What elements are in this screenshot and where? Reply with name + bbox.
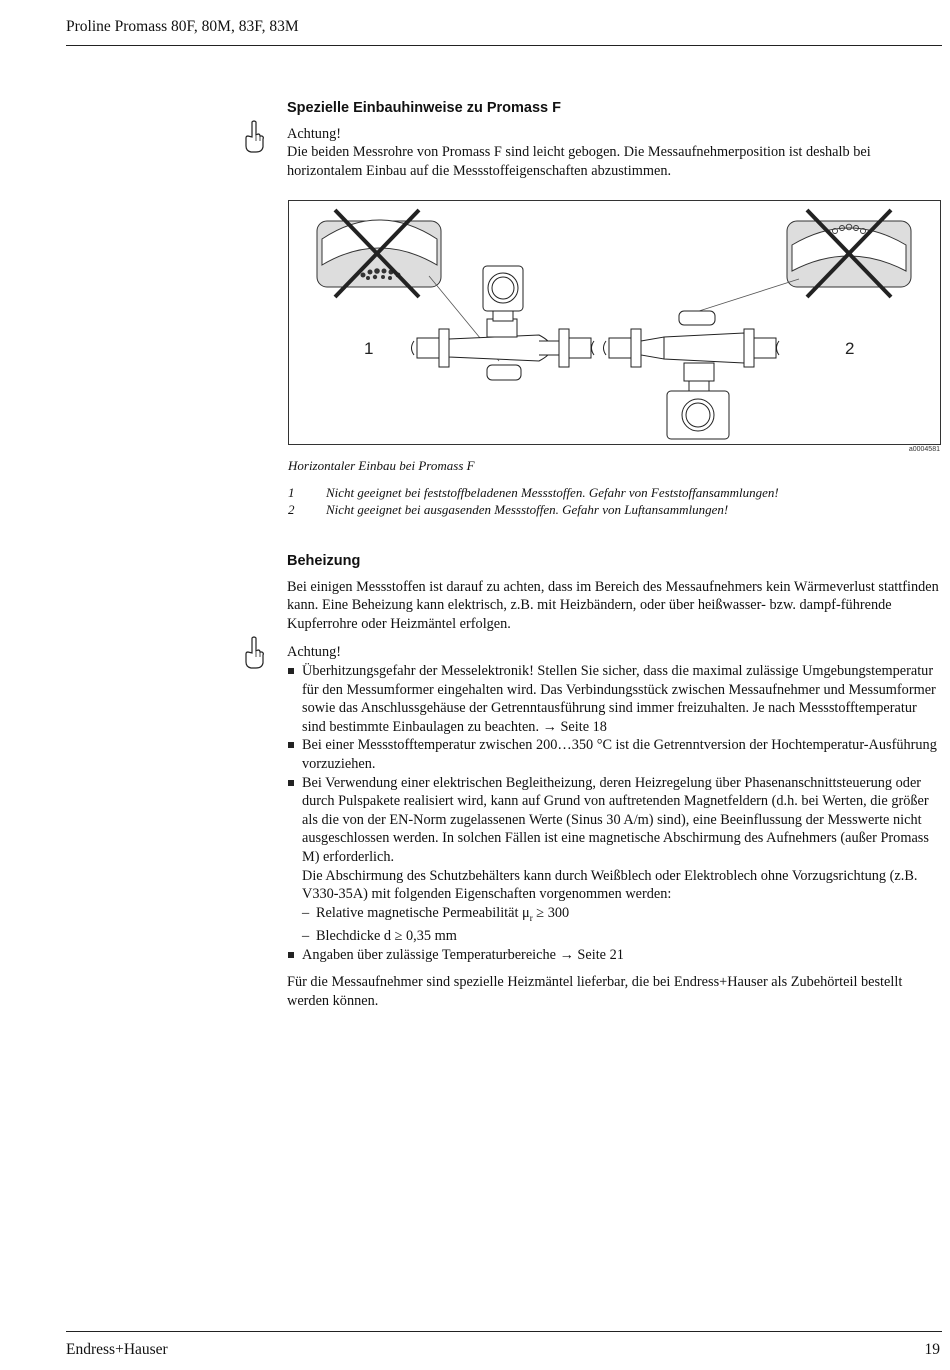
caution-text: Die beiden Messrohre von Promass F sind leicht gebogen. Die Messaufnehmerposition ist deshalb bei horizontalem Einbau auf die Messstoffeigenschaften abzustimmen. bbox=[287, 144, 871, 179]
list-item bbox=[287, 662, 939, 736]
permeability-text: Relative magnetische Permeabilität μ bbox=[316, 904, 530, 921]
legend-number: 2 bbox=[288, 502, 295, 517]
footer-brand: Endress+Hauser bbox=[66, 1341, 168, 1358]
section-heading: Beheizung bbox=[287, 553, 361, 569]
list-item bbox=[287, 774, 939, 946]
legend-text: Nicht geeignet bei ausgasenden Messstoffen. Gefahr von Luftansammlungen! bbox=[326, 502, 729, 517]
shielding-text: Die Abschirmung des Schutzbehälters kann durch Weißblech oder Elektroblech ohne Vorzugsrichtung (z.B. V330-35A) mit folgenden Eigenschaften vorgenommen werden: bbox=[302, 867, 918, 903]
header-title: Proline Promass 80F, 80M, 83F, 83M bbox=[66, 18, 299, 35]
figure-caption: Horizontaler Einbau bei Promass F bbox=[288, 458, 475, 473]
page-number: 19 bbox=[924, 1341, 940, 1358]
page-reference: → Seite 21 bbox=[559, 946, 624, 963]
list-item bbox=[287, 946, 939, 965]
list-item-text: Bei Verwendung einer elektrischen Begleitheizung, deren Heizregelung über Phasenanschnittsteuerung oder durch Pulspakete realisiert wird, kann auf Grund von auftretenden Magnetfeldern (d.h. bei Werten, die größer als die von der EN-Norm zugelassenen Werte (Sinus 30 A/m) sind), eine Beeinflussung der Messwerte nicht ausgeschlossen werden. In solchen Fällen ist eine magnetische Abschirmung des Aufnehmers (außer Promass M) erforderlich. bbox=[302, 774, 929, 865]
installation-figure bbox=[288, 200, 941, 445]
footer-rule bbox=[66, 1331, 942, 1332]
thickness-text: Blechdicke d ≥ 0,35 mm bbox=[316, 928, 457, 945]
figure-label-1: 1 bbox=[364, 339, 374, 358]
shielding-properties bbox=[302, 904, 939, 946]
meter-right bbox=[604, 311, 780, 439]
permeability-subscript: r bbox=[529, 912, 533, 923]
caution-label: Achtung! bbox=[287, 644, 341, 661]
list-item-text: Bei einer Messstofftemperatur zwischen 200…350 °C ist die Getrenntversion der Hochtemperatur-Ausführung vorzuziehen. bbox=[302, 737, 937, 772]
heating-outro: Für die Messaufnehmer sind spezielle Heizmäntel lieferbar, die bei Endress+Hauser als Zubehörteil bestellt werden können. bbox=[287, 974, 903, 1009]
list-item bbox=[287, 736, 939, 773]
installation-diagram bbox=[289, 201, 940, 444]
figure-label-2: 2 bbox=[845, 339, 855, 358]
dash-item bbox=[302, 904, 939, 927]
permeability-value: ≥ 300 bbox=[532, 904, 570, 921]
section-installation bbox=[287, 99, 939, 180]
legend-text: Nicht geeignet bei feststoffbeladenen Messstoffen. Gefahr von Feststoffansammlungen! bbox=[326, 485, 779, 500]
dash-item bbox=[302, 927, 939, 946]
figure-id: a0004581 bbox=[908, 446, 940, 453]
figure-legend-item bbox=[288, 501, 928, 518]
caution-list bbox=[287, 662, 939, 964]
section-heading: Spezielle Einbauhinweise zu Promass F bbox=[287, 100, 561, 116]
list-item-text: Überhitzungsgefahr der Messelektronik! Stellen Sie sicher, dass die maximal zulässige Umgebungstemperatur für den Messumformer eingehalten wird. Das Verbindungsstück zwischen Messaufnehmer und Messumformer sowie das Anschlussgehäuse der Getrenntausführung sind immer freizuhalten. Je nach Messstofftemperatur sind bestimmte Einbaulagen zu beachten. bbox=[302, 662, 936, 735]
pointing-hand-icon bbox=[243, 120, 265, 154]
caution-label: Achtung! bbox=[287, 125, 341, 142]
section-heating bbox=[287, 552, 939, 1011]
header-rule bbox=[66, 45, 942, 46]
list-item-text: Angaben über zulässige Temperaturbereiche bbox=[302, 946, 556, 963]
legend-number: 1 bbox=[288, 485, 295, 500]
page-reference: → Seite 18 bbox=[542, 718, 607, 735]
pointing-hand-icon bbox=[243, 636, 265, 670]
heating-intro: Bei einigen Messstoffen ist darauf zu achten, dass im Bereich des Messaufnehmers kein Wärmeverlust stattfinden kann. Eine Beheizung kann elektrisch, z.B. mit Heizbändern, oder über heißwasser- bzw. dampf-führende Kupferrohre oder Heizmäntel erfolgen. bbox=[287, 578, 939, 632]
figure-legend-item bbox=[288, 484, 928, 501]
gas-inset bbox=[699, 210, 911, 311]
